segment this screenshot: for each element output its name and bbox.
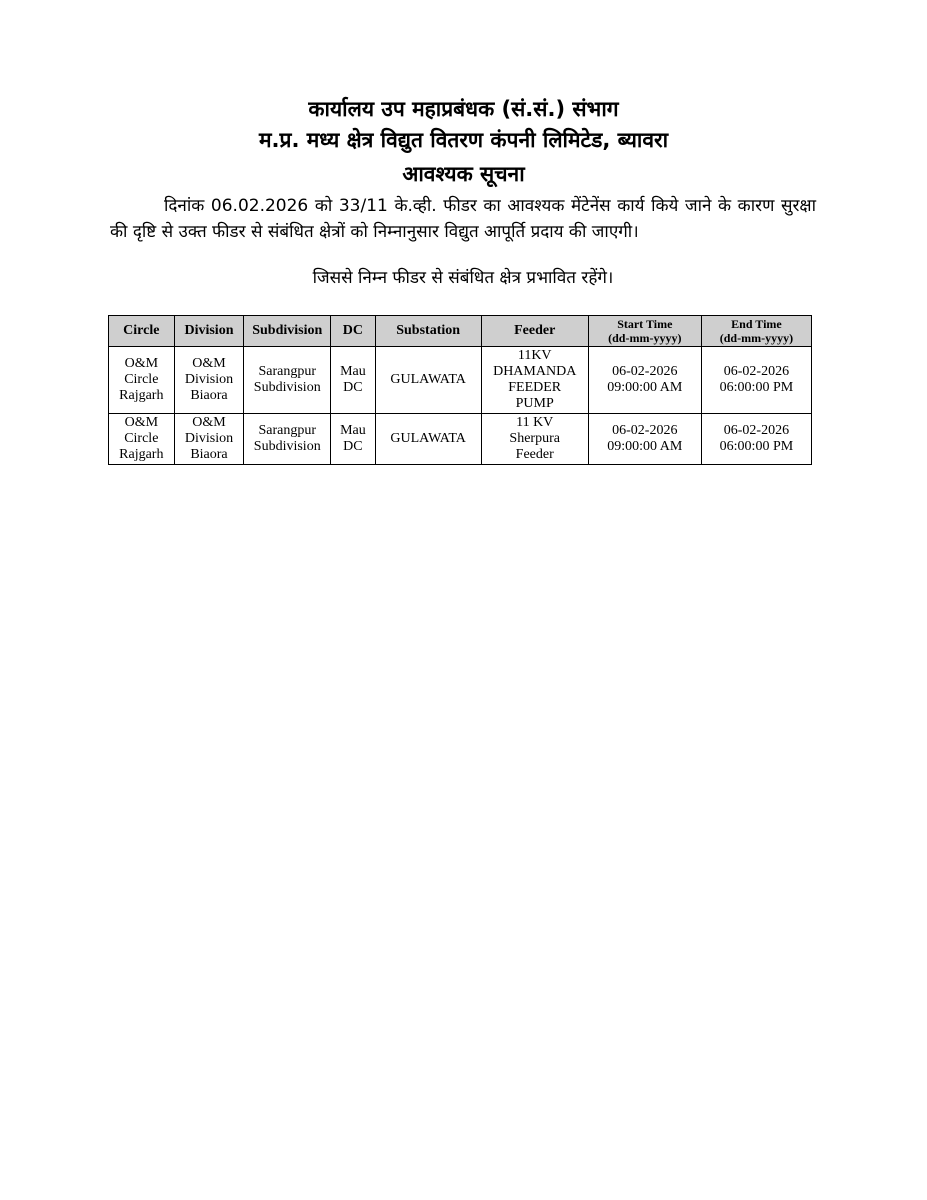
- cell-subdivision: [244, 347, 331, 414]
- cell-start-time: [588, 347, 701, 414]
- cell-line: O&M: [192, 415, 226, 430]
- cell-line: DC: [343, 380, 363, 395]
- cell-dc: [331, 347, 375, 414]
- affected-areas-note: जिससे निम्न फीडर से संबंधित क्षेत्र प्रभावित रहेंगे।: [312, 268, 614, 288]
- cell-dc: [331, 414, 375, 465]
- header-start-time-format: (dd-mm-yyyy): [608, 331, 682, 345]
- end-clock: 06:00:00 PM: [719, 380, 794, 395]
- header-start-time: [588, 316, 701, 347]
- cell-line: Sherpura: [509, 431, 560, 446]
- header-substation: Substation: [375, 316, 481, 347]
- company-name: म.प्र. मध्य क्षेत्र विद्युत वितरण कंपनी लिमिटेड, ब्यावरा: [258, 128, 669, 152]
- cell-line: Biaora: [190, 388, 228, 403]
- start-clock: 09:00:00 AM: [607, 439, 683, 454]
- header-end-time: [701, 316, 811, 347]
- cell-line: O&M: [124, 415, 159, 430]
- header-division: Division: [174, 316, 244, 347]
- outage-table: [108, 315, 812, 465]
- cell-end-time: [701, 414, 811, 465]
- table-header-row: [109, 316, 812, 347]
- cell-line: Subdivision: [253, 380, 321, 395]
- cell-line: Biaora: [190, 447, 228, 462]
- cell-line: Division: [184, 431, 234, 446]
- cell-line: Circle: [124, 372, 159, 387]
- cell-line: O&M: [192, 356, 226, 371]
- cell-feeder: [481, 414, 588, 465]
- end-date: 06-02-2026: [723, 364, 790, 379]
- cell-subdivision: [244, 414, 331, 465]
- cell-line: Subdivision: [253, 439, 321, 454]
- header-subdivision: Subdivision: [244, 316, 331, 347]
- cell-circle: [109, 414, 175, 465]
- end-clock: 06:00:00 PM: [719, 439, 794, 454]
- cell-line: Sarangpur: [258, 423, 317, 438]
- cell-line: Mau: [340, 423, 366, 438]
- cell-line: DHAMANDA: [493, 364, 577, 379]
- cell-line: Rajgarh: [119, 447, 164, 462]
- cell-line: O&M: [124, 356, 159, 371]
- cell-line: Sarangpur: [258, 364, 317, 379]
- cell-circle: [109, 347, 175, 414]
- cell-end-time: [701, 347, 811, 414]
- cell-line: 11KV: [517, 348, 552, 363]
- cell-line: 11 KV: [516, 415, 554, 430]
- cell-feeder: [481, 347, 588, 414]
- header-dc: DC: [331, 316, 375, 347]
- end-date: 06-02-2026: [723, 423, 790, 438]
- cell-line: DC: [343, 439, 363, 454]
- header-end-time-label: End Time: [731, 317, 782, 331]
- table-row: [109, 347, 812, 414]
- cell-line: Division: [184, 372, 234, 387]
- office-title: कार्यालय उप महाप्रबंधक (सं.सं.) संभाग: [308, 97, 619, 121]
- notice-paragraph: दिनांक 06.02.2026 को 33/11 के.व्ही. फीडर का आवश्यक मेंटेनेंस कार्य किये जाने के कारण सुरक्षा की दृष्टि से उक्त फीडर से संबंधित क्षेत्रों को निम्नानुसार विद्युत आपूर्ति प्रदाय की जाएगी।: [110, 196, 816, 242]
- table-row: [109, 414, 812, 465]
- header-end-time-format: (dd-mm-yyyy): [719, 331, 794, 345]
- cell-line: Feeder: [515, 447, 554, 462]
- cell-start-time: [588, 414, 701, 465]
- start-date: 06-02-2026: [612, 364, 678, 379]
- cell-line: PUMP: [515, 396, 554, 411]
- start-clock: 09:00:00 AM: [607, 380, 683, 395]
- cell-line: Rajgarh: [119, 388, 164, 403]
- header-feeder: Feeder: [481, 316, 588, 347]
- cell-substation: GULAWATA: [375, 414, 481, 465]
- cell-line: Mau: [340, 364, 366, 379]
- header-start-time-label: Start Time: [617, 317, 673, 331]
- notice-title: आवश्यक सूचना: [402, 162, 525, 186]
- cell-division: [174, 414, 244, 465]
- cell-substation: GULAWATA: [375, 347, 481, 414]
- cell-line: Circle: [124, 431, 159, 446]
- cell-division: [174, 347, 244, 414]
- header-circle: Circle: [109, 316, 175, 347]
- cell-line: FEEDER: [508, 380, 562, 395]
- start-date: 06-02-2026: [612, 423, 678, 438]
